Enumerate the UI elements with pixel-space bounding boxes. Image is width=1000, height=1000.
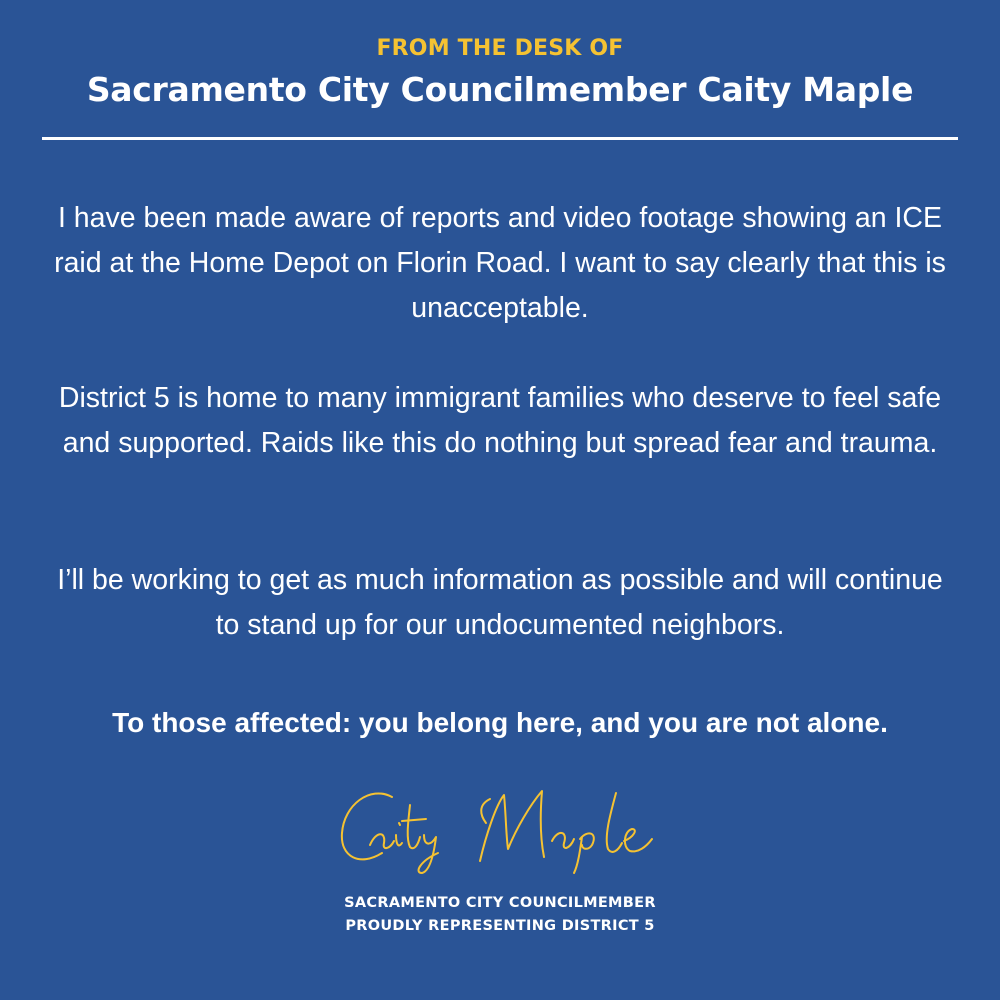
statement-paragraph-1: I have been made aware of reports and video footage showing an ICE raid at the Home Depot on Florin Road. I want to say clearly that this is unacceptable. [54,202,946,324]
handwritten-signature [330,775,670,875]
statement-paragraph-2: District 5 is home to many immigrant families who deserve to feel safe and supported. Raids like this do nothing but spread fear and trauma. [58,382,942,459]
closing-statement: To those affected: you belong here, and you are not alone. [112,707,888,738]
signature-title-line-1: SACRAMENTO CITY COUNCILMEMBER [344,895,656,911]
header-divider [42,137,958,140]
statement-paragraph-3: I’ll be working to get as much information as possible and will continue to stand up for our undocumented neighbors. [57,564,943,641]
signature-title [0,892,1000,938]
page-title: Sacramento City Councilmember Caity Maple [86,70,914,109]
signature-title-line-2: PROUDLY REPRESENTING DISTRICT 5 [345,918,655,934]
header-kicker: FROM THE DESK OF [376,36,624,61]
